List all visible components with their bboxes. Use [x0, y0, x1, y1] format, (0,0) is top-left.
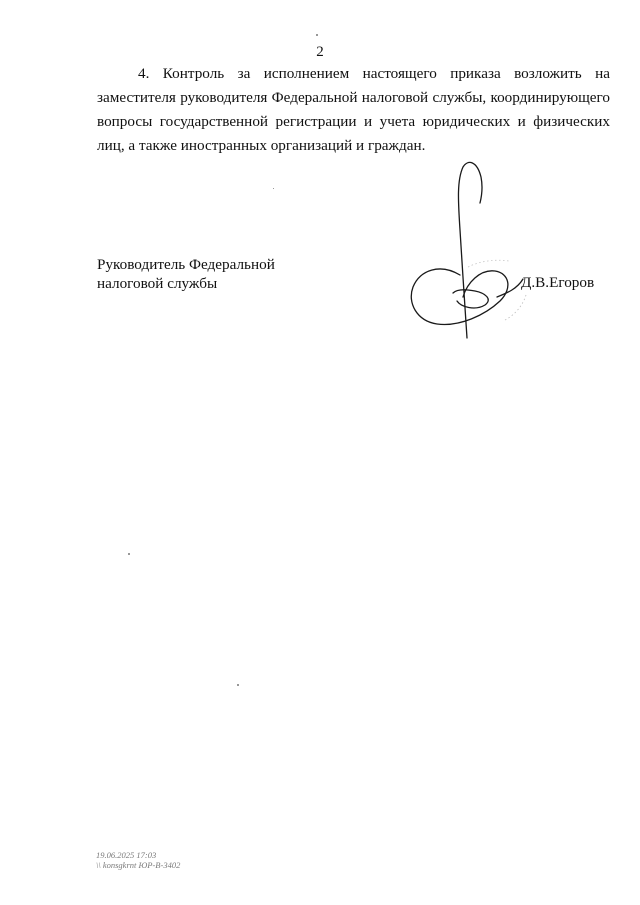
- stamp-reference: \\ konsgkrnt ЮР-В-3402: [96, 860, 181, 870]
- signatory-name: Д.В.Егоров: [521, 274, 595, 291]
- order-paragraph-4: 4. Контроль за исполнением настоящего приказа возложить на заместителя руководителя Федеральной налоговой службы, координирующего вопросы государственной регистрации и учета юридических и физических лиц, а также иностранных организаций и граждан.: [97, 65, 610, 154]
- scan-speck: [237, 684, 239, 686]
- scan-speck: [273, 188, 274, 189]
- signatory-title: [97, 255, 337, 293]
- signatory-title-line-2: налоговой службы: [97, 275, 218, 292]
- signatory-title-line-1: Руководитель Федеральной: [97, 256, 275, 273]
- scan-speck: [128, 553, 130, 555]
- page-number: 2: [316, 44, 324, 60]
- handwritten-signature: [405, 155, 555, 345]
- stamp-date: 19.06.2025 17:03: [96, 850, 157, 860]
- registration-stamp: [96, 850, 180, 870]
- scan-speck: [316, 34, 318, 36]
